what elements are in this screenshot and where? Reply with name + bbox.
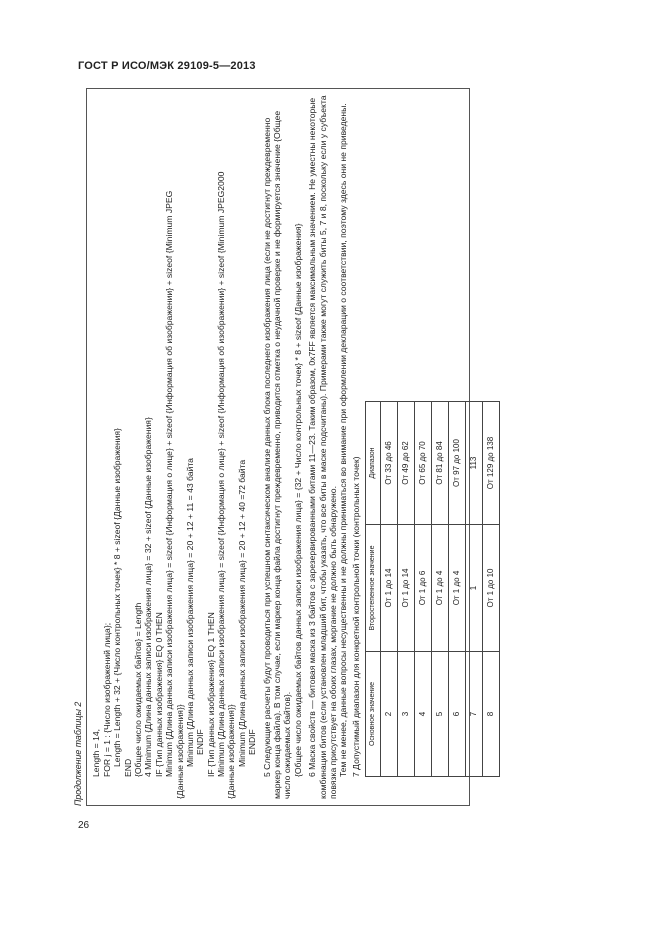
code-line: Length = 14, — [91, 728, 102, 777]
table-cell: 6 — [449, 652, 466, 777]
code-line: ENDIF — [195, 729, 206, 755]
table-cell: От 97 до 100 — [449, 402, 466, 525]
table-cell: От 49 до 62 — [398, 402, 415, 525]
table-cell: От 1 до 14 — [398, 525, 415, 652]
table-row — [432, 402, 449, 777]
table-cell: От 1 до 14 — [381, 525, 398, 652]
table-cell: 4 — [415, 652, 432, 777]
table-caption: Продолжение таблицы 2 — [73, 701, 83, 806]
paragraph-5-formula: {Общее число ожидаемых байтов данных записи изображения лица} = {32 + Число контрольных точек} * 8 + sizeof {Данные изображения} — [292, 223, 303, 777]
table-header-row — [366, 402, 381, 777]
code-line: Minimum {Длина данных записи изображения лица} = sizeof {Информация о лице} + sizeof {Информация об изображении} + sizeof {Minimum JPEG — [164, 190, 175, 777]
table-cell: 1 — [466, 525, 483, 652]
code-line: 4 Minimum {Длина данных записи изображения лица} = 32 + sizeof {Данные изображения} — [143, 417, 154, 777]
table-cell: От 1 до 4 — [432, 525, 449, 652]
code-line: Minimum {Длина данных записи изображения лица} = sizeof {Информация о лице} + sizeof {Информация об изображении} + sizeof {Minimum JPEG2000 — [216, 171, 227, 777]
table-cell: 113 — [466, 402, 483, 525]
table-row — [466, 402, 483, 777]
code-line: END — [122, 758, 133, 777]
paragraph-6-continued: Тем не менее, данные вопросы несущественны и не должны приниматься во внимание при оформлении декларации о соответствии, поэтому здесь они не приведены. — [338, 103, 349, 777]
range-table — [365, 401, 500, 777]
table-cell: От 65 до 70 — [415, 402, 432, 525]
table-cell: 5 — [432, 652, 449, 777]
table-cell: От 33 до 46 — [381, 402, 398, 525]
table-header: Второстепенное значение — [366, 525, 381, 652]
code-line: IF {Тип данных изображения} EQ 0 THEN — [153, 612, 164, 777]
table-row — [398, 402, 415, 777]
code-line: {Данные изображения}} — [226, 704, 237, 799]
table-cell-content — [86, 88, 496, 806]
table-cell: 7 — [466, 652, 483, 777]
table-cell: 8 — [483, 652, 500, 777]
page-number: 26 — [78, 820, 90, 831]
table-cell: От 129 до 138 — [483, 402, 500, 525]
table-cell: От 1 до 4 — [449, 525, 466, 652]
table-cell: 3 — [398, 652, 415, 777]
rotated-table-continuation — [73, 88, 593, 806]
code-line: IF {Тип данных изображения} EQ 1 THEN — [205, 612, 216, 777]
code-line: ENDIF — [247, 729, 258, 755]
table-row — [415, 402, 432, 777]
code-line: {Данные изображения}} — [174, 704, 185, 799]
code-line: Length = Length + 32 + {Число контрольных точек} * 8 + sizeof {Данные изображения} — [112, 428, 123, 767]
table-row — [483, 402, 500, 777]
table-cell: От 81 до 84 — [432, 402, 449, 525]
paragraph-6: 6 Маска свойств — битовая маска из 3 байтов с зарезервированными битами 11—23. Таким образом, 0x7FF является максимальным значением. Не уместны некоторые комбинации битов (если установлен младший бит, чтобы указать, что все биты в маске подсчитаны). Примерами также могут служить биты 5, 7 и 8, поскольку если у субъекта повязка присутствует на обоих глазах, моргание не должно быть обнаружено. — [307, 95, 339, 799]
document-header: ГОСТ Р ИСО/МЭК 29109-5—2013 — [78, 60, 256, 72]
table-cell: От 1 до 10 — [483, 525, 500, 652]
table-cell: 2 — [381, 652, 398, 777]
code-line: {Общее число ожидаемых байтов} = Length — [132, 602, 143, 777]
table-header: Диапазон — [366, 402, 381, 525]
code-line: FOR j = 1 : {Число изображений лица}; — [101, 622, 112, 777]
table-cell: От 1 до 6 — [415, 525, 432, 652]
paragraph-5: 5 Следующие расчеты будут проводиться при успешном синтаксическом анализе данных блока последнего изображения лица (если не достигнут преждевременно маркер конца файла). В том случае, если маркер конца файла достигнут преждевременно, приводится отметка о неудачной проверке и не формируется значение {Общее число ожидаемых байтов}. — [261, 110, 293, 799]
paragraph-7: 7 Допустимый диапазон для конкретной контрольной точки (контрольных точек) — [350, 456, 361, 777]
code-line: Minimum {Длина данных записи изображения лица} = 20 + 12 + 40 =72 байта — [236, 459, 247, 767]
code-line: Minimum {Длина данных записи изображения лица} = 20 + 12 + 11 = 43 байта — [184, 458, 195, 767]
table-header: Основное значение — [366, 652, 381, 777]
table-row — [449, 402, 466, 777]
table-row — [381, 402, 398, 777]
